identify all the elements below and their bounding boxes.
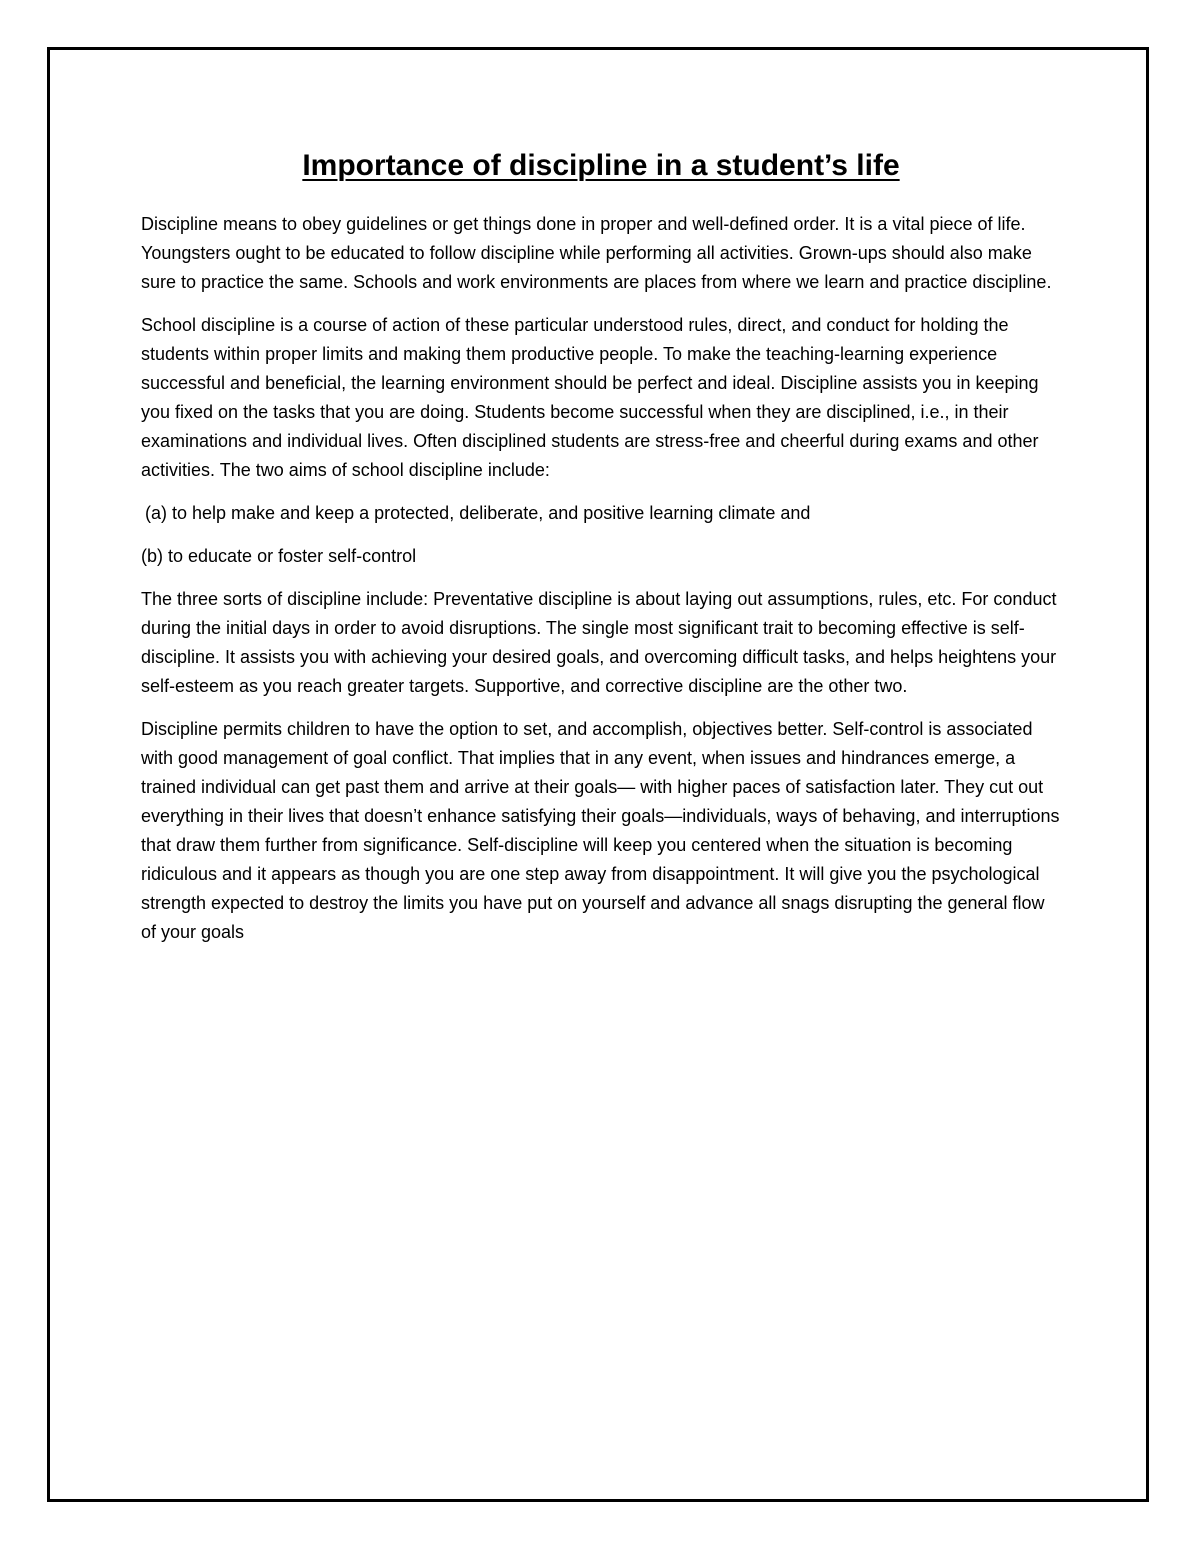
document-title: Importance of discipline in a student’s life [302,149,900,182]
paragraph-three-sorts: The three sorts of discipline include: Preventative discipline is about laying out assumptions, rules, etc. For conduct during the initial days in order to avoid disruptions. The single most significant trait to becoming effective is self-discipline. It assists you with achieving your desired goals, and overcoming difficult tasks, and helps heightens your self-esteem as you reach greater targets. Supportive, and corrective discipline are the other two. [141,589,1057,696]
paragraph-self-control: Discipline permits children to have the option to set, and accomplish, objectives better. Self-control is associated with good management of goal conflict. That implies that in any event, when issues and hindrances emerge, a trained individual can get past them and arrive at their goals— with higher paces of satisfaction later. They cut out everything in their lives that doesn’t enhance satisfying their goals—individuals, ways of behaving, and interruptions that draw them further from significance. Self-discipline will keep you centered when the situation is becoming ridiculous and it appears as though you are one step away from disappointment. It will give you the psychological strength expected to destroy the limits you have put on yourself and advance all snags disrupting the general flow of your goals [141,719,1060,942]
list-item-a: (a) to help make and keep a protected, deliberate, and positive learning climate and [145,503,811,523]
document-body [141,140,1061,961]
list-item-b: (b) to educate or foster self-control [141,546,417,566]
paragraph-intro: Discipline means to obey guidelines or get things done in proper and well-defined order. It is a vital piece of life. Youngsters ought to be educated to follow discipline while performing all activities. Grown-ups should also make sure to practice the same. Schools and work environments are places from where we learn and practice discipline. [141,214,1052,292]
paragraph-school-discipline: School discipline is a course of action of these particular understood rules, direct, and conduct for holding the students within proper limits and making them productive people. To make the teaching-learning experience successful and beneficial, the learning environment should be perfect and ideal. Discipline assists you in keeping you fixed on the tasks that you are doing. Students become successful when they are disciplined, i.e., in their examinations and individual lives. Often disciplined students are stress-free and cheerful during exams and other activities. The two aims of school discipline include: [141,315,1039,480]
